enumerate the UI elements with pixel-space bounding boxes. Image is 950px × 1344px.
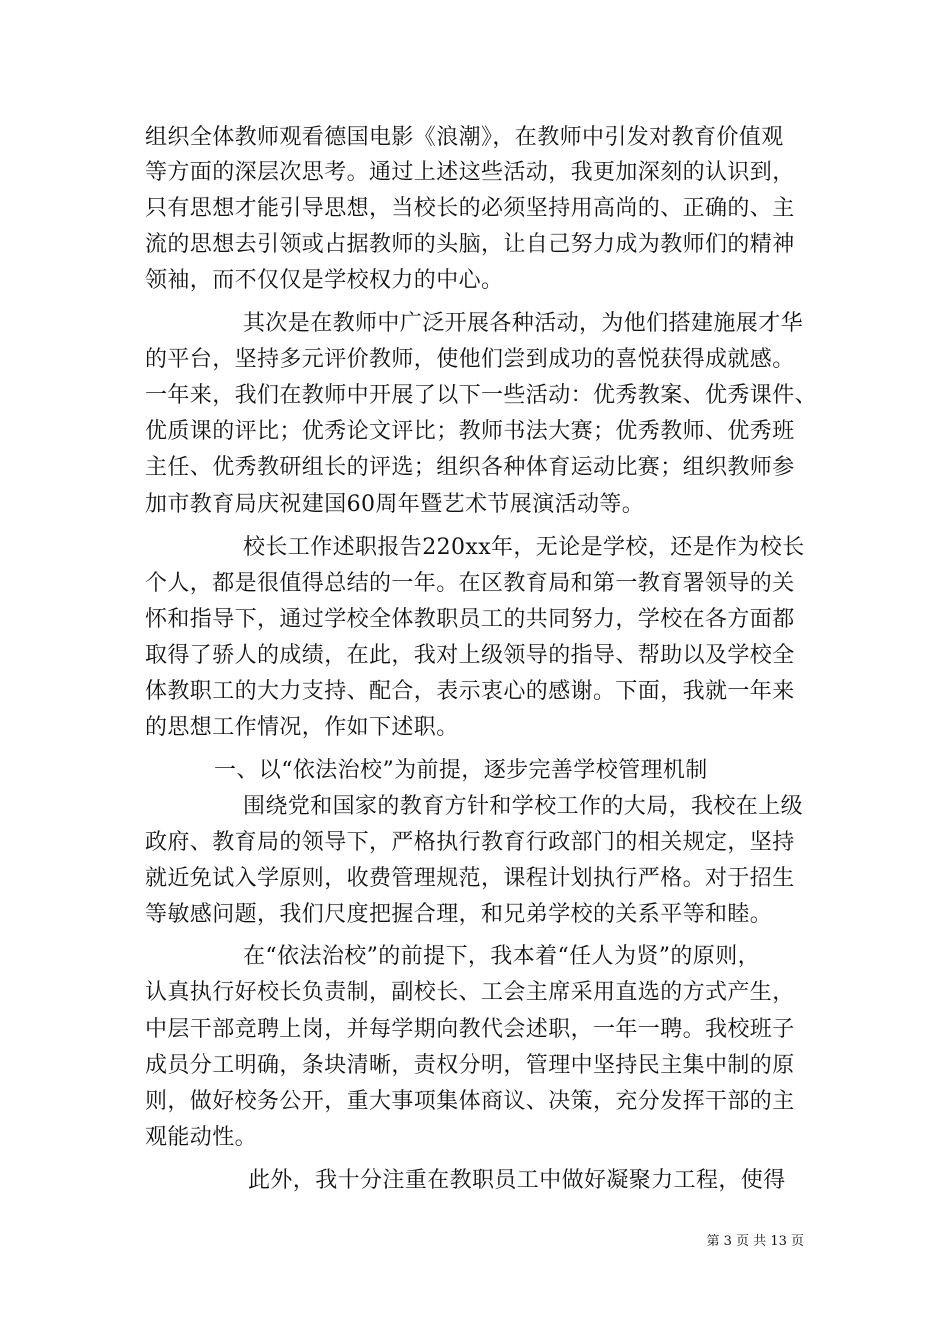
text-line: 中层干部竞聘上岗，并每学期向教代会述职，一年一聘。我校班子 [145, 1017, 795, 1042]
paragraph-start-line: 校长工作述职报告220xx年，无论是学校，还是作为校长 [243, 535, 805, 560]
text-line: 等方面的深层次思考。通过上述这些活动，我更加深刻的认识到， [145, 160, 795, 185]
text-line: 体教职工的大力支持、配合，表示衷心的感谢。下面，我就一年来 [145, 679, 795, 704]
paragraph-start-line: 此外，我十分注重在教职员工中做好凝聚力工程，使得 [248, 1168, 786, 1193]
text-line: 的平台，坚持多元评价教师，使他们尝到成功的喜悦获得成就感。 [145, 347, 795, 372]
text-line: 个人，都是很值得总结的一年。在区教育局和第一教育署领导的关 [145, 571, 795, 596]
section-heading: 一、以“依法治校”为前提，逐步完善学校管理机制 [214, 758, 708, 783]
text-line: 一年来，我们在教师中开展了以下一些活动：优秀教案、优秀课件、 [145, 383, 818, 408]
text-line: 成员分工明确，条块清晰，责权分明，管理中坚持民主集中制的原 [145, 1053, 795, 1078]
text-line: 优质课的评比；优秀论文评比；教师书法大赛；优秀教师、优秀班 [145, 419, 795, 444]
text-line: 等敏感问题，我们尺度把握合理，和兄弟学校的关系平等和睦。 [145, 902, 773, 927]
text-line: 只有思想才能引导思想，当校长的必须坚持用高尚的、正确的、主 [145, 196, 795, 221]
text-line: 则，做好校务公开，重大事项集体商议、决策，充分发挥干部的主 [145, 1089, 795, 1114]
text-line: 观能动性。 [145, 1125, 258, 1150]
text-line: 流的思想去引领或占据教师的头脑，让自己努力成为教师们的精神 [145, 232, 795, 257]
paragraph-start-line: 围绕党和国家的教育方针和学校工作的大局，我校在上级 [243, 794, 804, 819]
page-number: 第 3 页 共 13 页 [706, 1234, 804, 1249]
paragraph-start-line: 其次是在教师中广泛开展各种活动，为他们搭建施展才华 [243, 311, 804, 336]
text-line: 政府、教育局的领导下，严格执行教育行政部门的相关规定，坚持 [145, 830, 795, 855]
text-line: 认真执行好校长负责制，副校长、工会主席采用直选的方式产生， [145, 980, 795, 1005]
text-line: 的思想工作情况，作如下述职。 [145, 715, 459, 740]
text-line: 怀和指导下，通过学校全体教职员工的共同努力，学校在各方面都 [145, 607, 795, 632]
text-line: 主任、优秀教研组长的评选；组织各种体育运动比赛；组织教师参 [145, 455, 795, 480]
text-line: 就近免试入学原则，收费管理规范，课程计划执行严格。对于招生 [145, 866, 795, 891]
text-line: 组织全体教师观看德国电影《浪潮》，在教师中引发对教育价值观 [145, 125, 784, 150]
text-line: 加市教育局庆祝建国60周年暨艺术节展演活动等。 [145, 492, 645, 517]
text-line: 领袖，而不仅仅是学校权力的中心。 [145, 268, 504, 293]
text-line: 取得了骄人的成绩，在此，我对上级领导的指导、帮助以及学校全 [145, 643, 795, 668]
paragraph-start-line: 在“依法治校”的前提下，我本着“任人为贤”的原则， [243, 944, 760, 969]
